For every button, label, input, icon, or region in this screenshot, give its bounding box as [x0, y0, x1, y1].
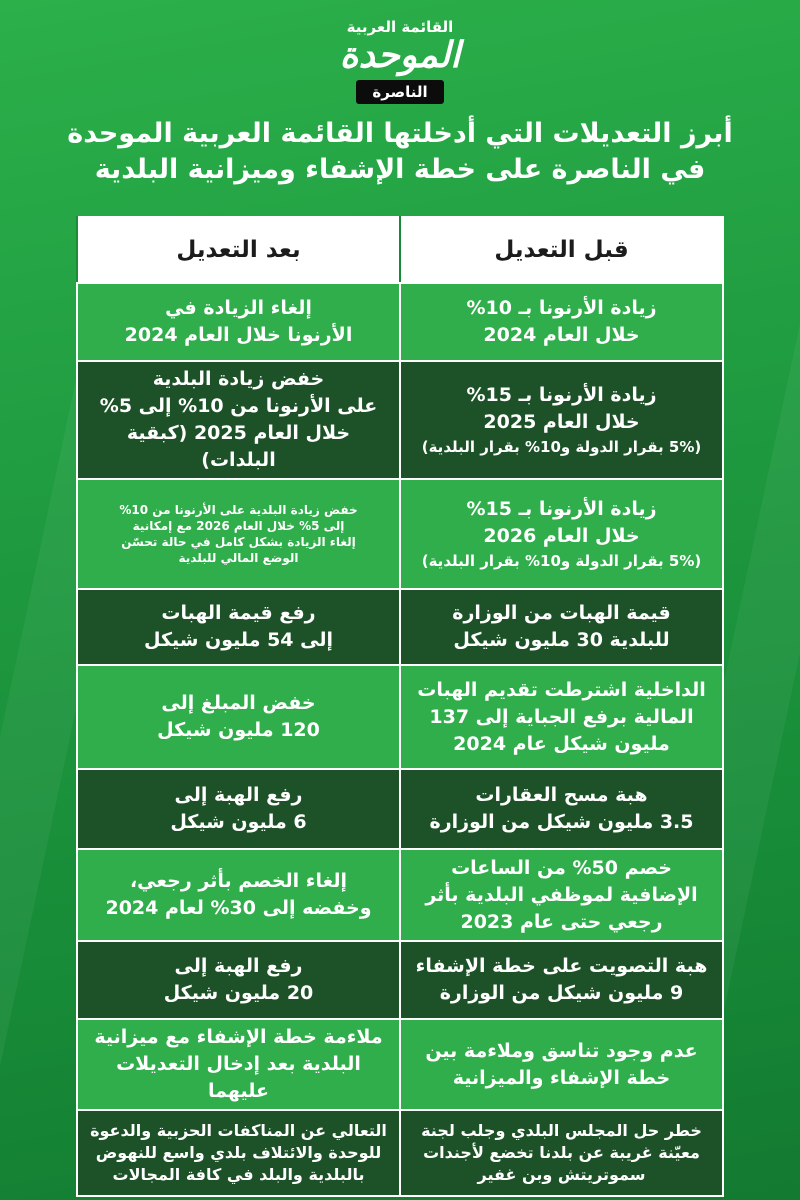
comparison-table: [76, 216, 724, 1197]
column-header-after: بعد التعديل: [77, 217, 400, 283]
cell-before: خطر حل المجلس البلدي وجلب لجنة معيّنة غريبة عن بلدنا تخضع لأجندات سموتريتش وبن غفير: [400, 1110, 723, 1196]
cell-after: رفع الهبة إلى 20 مليون شيكل: [77, 941, 400, 1019]
cell-before: هبة التصويت على خطة الإشفاء 9 مليون شيكل من الوزارة: [400, 941, 723, 1019]
logo-subtitle: القائمة العربية: [346, 18, 454, 36]
logo-title: الموحدة: [339, 35, 461, 76]
table-header-row: [77, 217, 723, 283]
cell-after: رفع قيمة الهبات إلى 54 مليون شيكل: [77, 589, 400, 665]
cell-after: رفع الهبة إلى 6 مليون شيكل: [77, 769, 400, 849]
cell-before: زيادة الأرنونا بـ 15% خلال العام 2026 (5% بقرار الدولة و10% بقرار البلدية): [400, 479, 723, 589]
cell-after: خفض المبلغ إلى 120 مليون شيكل: [77, 665, 400, 769]
table-row: [77, 769, 723, 849]
cell-before: هبة مسح العقارات 3.5 مليون شيكل من الوزارة: [400, 769, 723, 849]
table-row: [77, 1110, 723, 1196]
cell-after: إلغاء الخصم بأثر رجعي، وخفضه إلى 30% لعام 2024: [77, 849, 400, 941]
table-row: [77, 479, 723, 589]
cell-before: الداخلية اشترطت تقديم الهبات المالية برفع الجباية إلى 137 مليون شيكل عام 2024: [400, 665, 723, 769]
cell-before: زيادة الأرنونا بـ 10% خلال العام 2024: [400, 283, 723, 361]
cell-before: خصم 50% من الساعات الإضافية لموظفي البلدية بأثر رجعي حتى عام 2023: [400, 849, 723, 941]
headline-line-1: أبرز التعديلات التي أدخلتها القائمة العربية الموحدة: [67, 118, 733, 149]
table-row: [77, 283, 723, 361]
city-badge: الناصرة: [356, 80, 443, 104]
cell-after: التعالي عن المناكفات الحزبية والدعوة للوحدة والائتلاف بلدي واسع للنهوض بالبلدية والبلد في كافة المجالات: [77, 1110, 400, 1196]
table-row: [77, 1019, 723, 1110]
table-row: [77, 941, 723, 1019]
table-row: [77, 665, 723, 769]
table-row: [77, 849, 723, 941]
table-row: [77, 361, 723, 479]
column-header-before: قبل التعديل: [400, 217, 723, 283]
page-headline: [60, 116, 740, 188]
cell-before: قيمة الهبات من الوزارة للبلدية 30 مليون شيكل: [400, 589, 723, 665]
cell-after: إلغاء الزيادة في الأرنونا خلال العام 2024: [77, 283, 400, 361]
cell-after: خفض زيادة البلدية على الأرنونا من 10% إلى 5% خلال العام 2026 مع إمكانية إلغاء الزيادة بشكل كامل في حالة تحسّن الوضع المالي للبلدية: [77, 479, 400, 589]
cell-before: زيادة الأرنونا بـ 15% خلال العام 2025 (5% بقرار الدولة و10% بقرار البلدية): [400, 361, 723, 479]
cell-after: خفض زيادة البلدية على الأرنونا من 10% إلى 5% خلال العام 2025 (كبقية البلدات): [77, 361, 400, 479]
table-row: [77, 589, 723, 665]
cell-before: عدم وجود تناسق وملاءمة بين خطة الإشفاء والميزانية: [400, 1019, 723, 1110]
party-logo: [0, 18, 800, 104]
cell-after: ملاءمة خطة الإشفاء مع ميزانية البلدية بعد إدخال التعديلات عليهما: [77, 1019, 400, 1110]
headline-line-2: في الناصرة على خطة الإشفاء وميزانية البلدية: [94, 154, 706, 185]
